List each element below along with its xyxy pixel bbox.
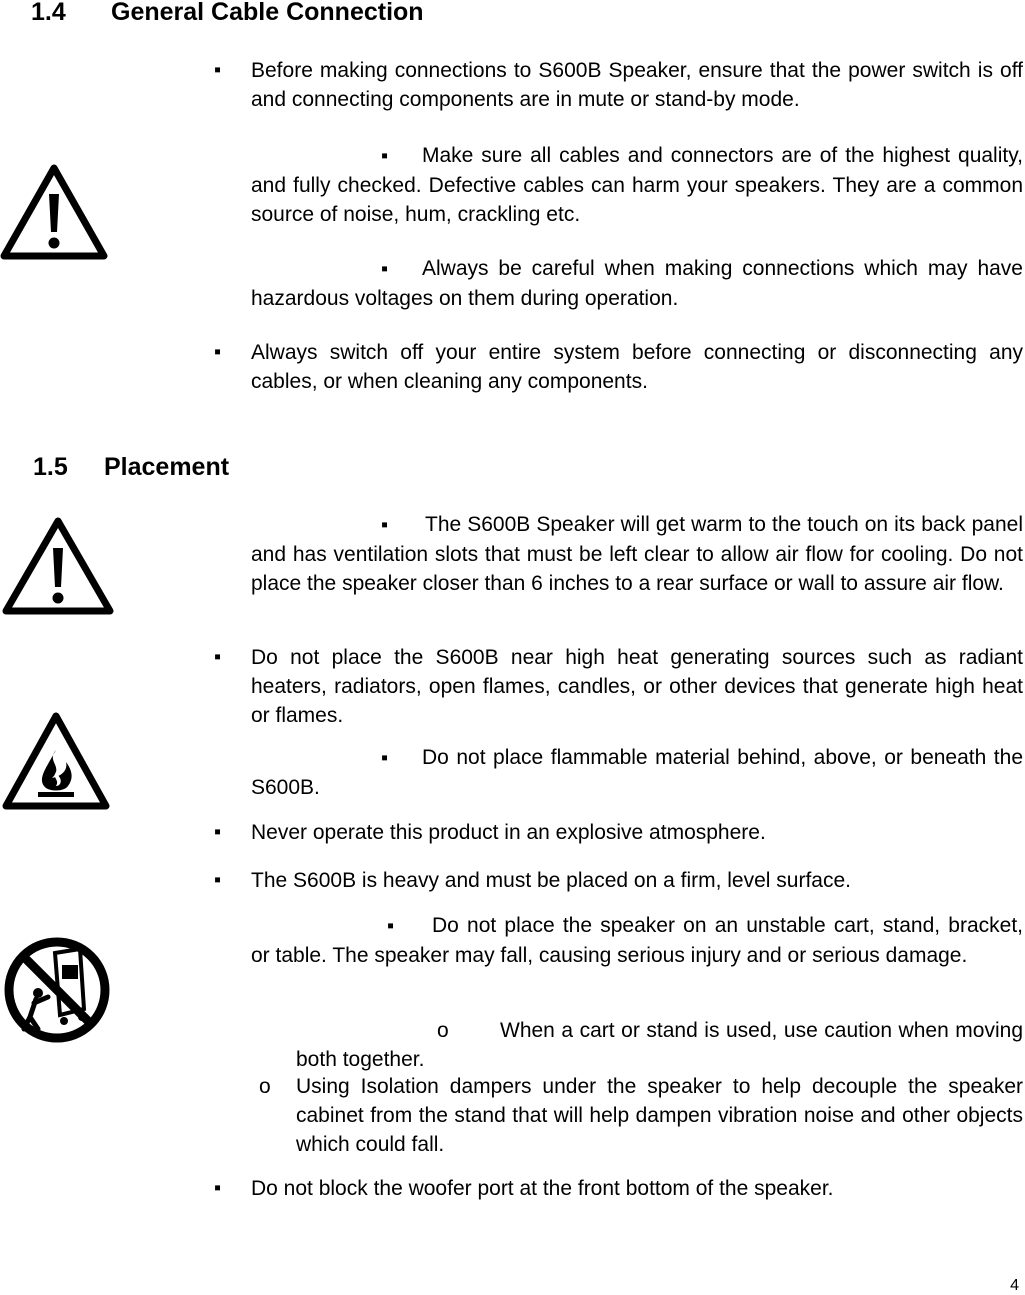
bullet-marker: ▪ (381, 514, 389, 536)
bullet-marker: ▪ (214, 821, 222, 843)
list-item: ▪ Do not place the speaker on an unstable cart, stand, bracket, or table. The speaker may fall, causing serious injury and or serious damage. (251, 914, 1023, 967)
section-heading-1-4 (31, 0, 424, 27)
cart-tip-over-warning-icon (0, 935, 118, 1045)
sub-list-item: Using Isolation dampers under the speaker to help decouple the speaker cabinet from the stand that will help dampen vibration noise and other objects which could fall. (296, 1075, 1023, 1156)
bullet-marker: ▪ (214, 1177, 222, 1199)
section-title: General Cable Connection (111, 0, 424, 26)
list-item: Before making connections to S600B Speaker, ensure that the power switch is off and connecting components are in mute or stand-by mode. (251, 59, 1023, 111)
bullet-marker: ▪ (214, 59, 222, 81)
warning-icon (2, 517, 114, 615)
list-item: The S600B is heavy and must be placed on a firm, level surface. (251, 869, 851, 892)
list-item: ▪ Always be careful when making connections which may have hazardous voltages on them during operation. (251, 257, 1023, 310)
section-number: 1.4 (31, 0, 66, 26)
list-item: ▪ Make sure all cables and connectors are of the highest quality, and fully checked. Defective cables can harm your speakers. They are a common source of noise, hum, crackling etc. (251, 144, 1023, 226)
list-item: ▪ The S600B Speaker will get warm to the touch on its back panel and has ventilation slots that must be left clear to allow air flow for cooling. Do not place the speaker closer than 6 inches to a rear surface or wall to assure air flow. (251, 513, 1023, 595)
bullet-marker: ▪ (214, 341, 222, 363)
sub-list-item: o When a cart or stand is used, use caution when moving both together. (296, 1016, 1023, 1074)
bullet-marker: ▪ (387, 915, 395, 937)
section-title: Placement (104, 453, 230, 481)
bullet-marker: ▪ (214, 869, 222, 891)
list-item: Never operate this product in an explosive atmosphere. (251, 821, 766, 844)
section-number: 1.5 (33, 453, 68, 481)
bullet-marker: ▪ (214, 646, 222, 668)
bullet-marker: ▪ (381, 747, 389, 769)
bullet-marker: ▪ (381, 145, 389, 167)
list-item: ▪ Do not place flammable material behind, above, or beneath the S600B. (251, 746, 1023, 799)
list-item: Always switch off your entire system before connecting or disconnecting any cables, or when cleaning any components. (251, 341, 1023, 393)
warning-icon (0, 164, 108, 260)
sub-bullet-marker: o (259, 1075, 271, 1098)
sub-bullet-marker: o (437, 1019, 449, 1042)
list-item: Do not block the woofer port at the front bottom of the speaker. (251, 1177, 834, 1200)
list-item: Do not place the S600B near high heat generating sources such as radiant heaters, radiators, open flames, candles, or other devices that generate high heat or flames. (251, 646, 1023, 727)
bullet-marker: ▪ (381, 258, 389, 280)
flammable-warning-icon (2, 712, 110, 810)
page-number: 4 (1010, 1277, 1019, 1294)
section-heading-1-5 (33, 452, 229, 482)
